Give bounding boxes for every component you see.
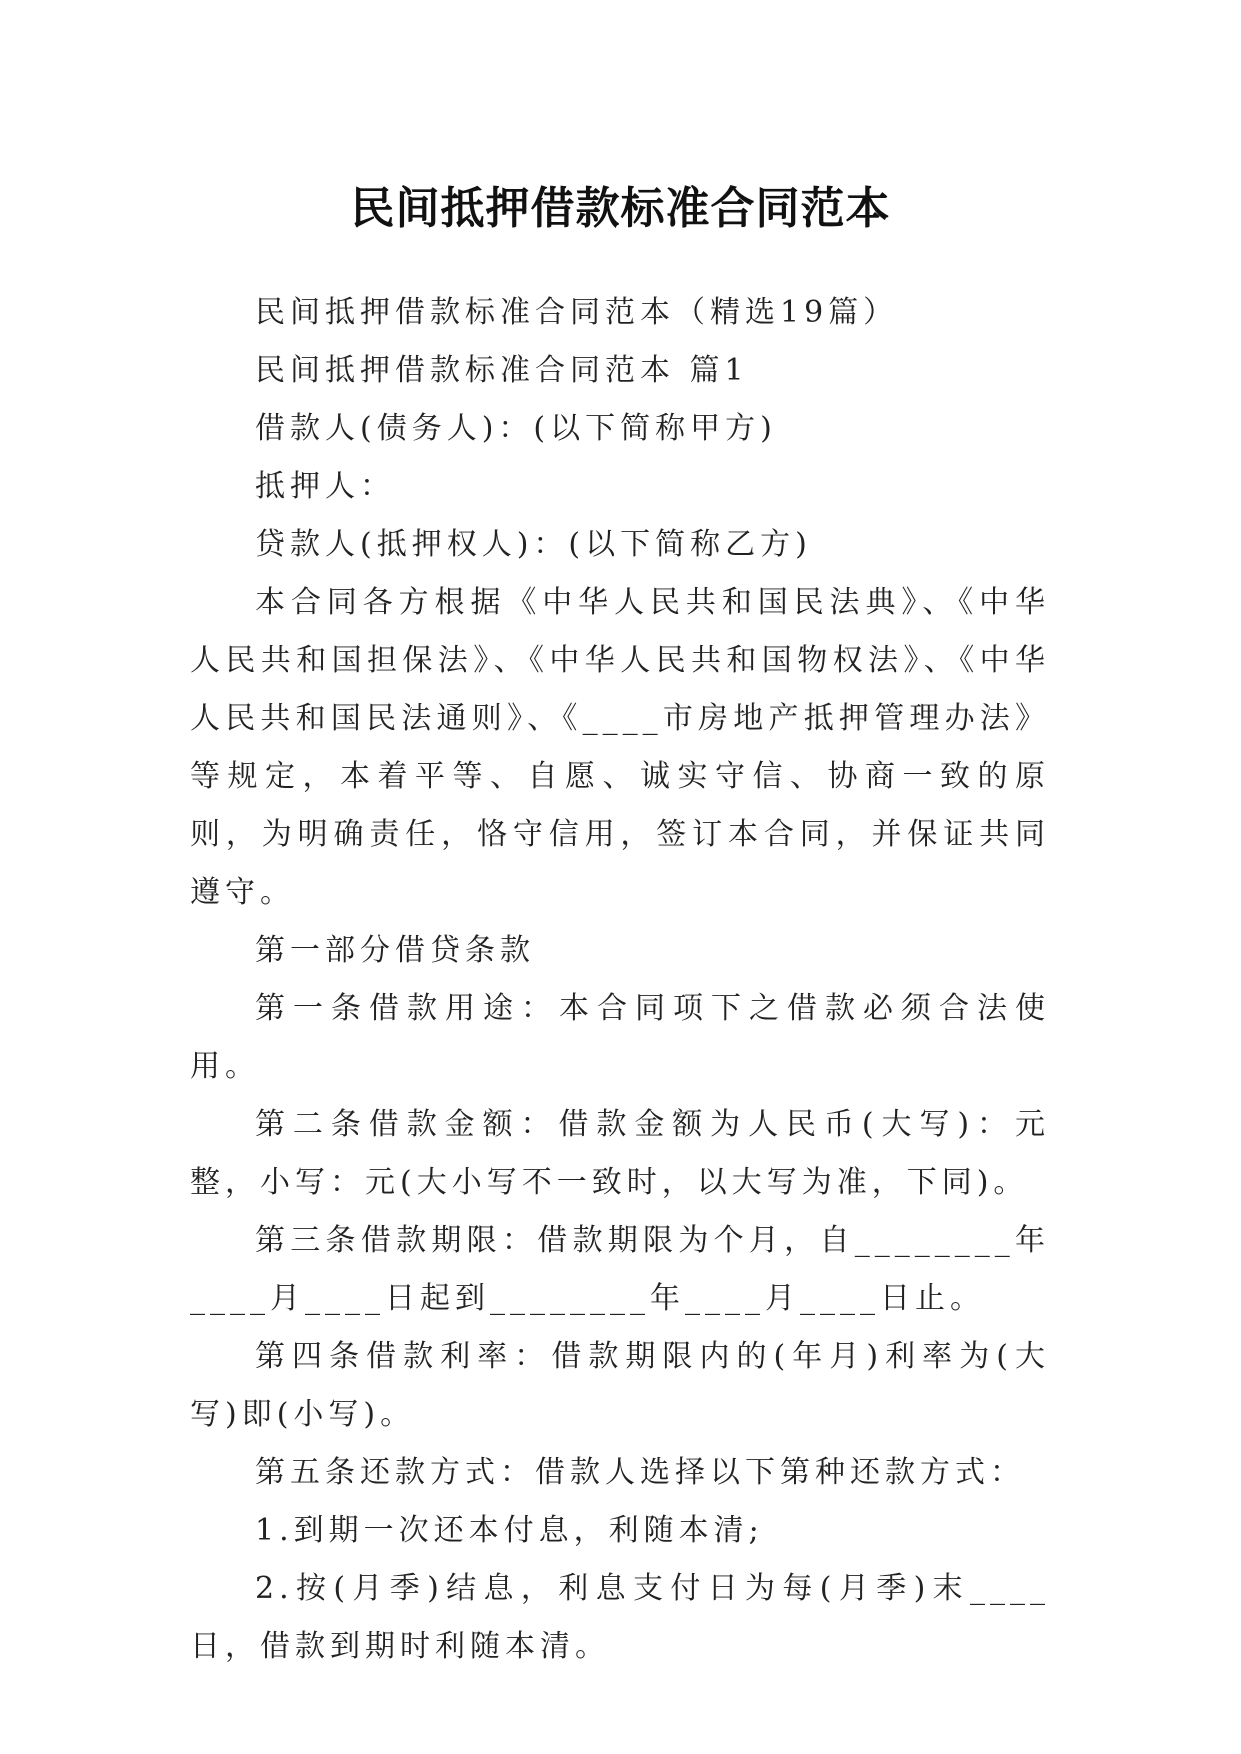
paragraph-preamble: 本合同各方根据《中华人民共和国民法典》、《中华人民共和国担保法》、《中华人民共和国物权法》、《中华人民共和国民法通则》、《____市房地产抵押管理办法》等规定，本着平等、自愿、诚实守信、协商一致的原则，为明确责任，恪守信用，签订本合同，并保证共同遵守。: [190, 585, 1050, 910]
paragraph-article-2: 第二条借款金额：借款金额为人民币(大写)：元整，小写：元(大小写不一致时，以大写为准，下同)。: [190, 1107, 1050, 1200]
paragraph-mortgagor: 抵押人：: [255, 469, 395, 504]
paragraph-article-3: 第三条借款期限：借款期限为个月，自________年____月____日起到________年____月____日止。: [190, 1223, 1050, 1316]
paragraph-lender: 贷款人(抵押权人)：(以下简称乙方): [255, 527, 812, 562]
paragraph-borrower: 借款人(债务人)：(以下简称甲方): [255, 411, 777, 446]
paragraph-part-one: 第一部分借贷条款: [255, 933, 535, 968]
paragraph-subtitle: 民间抵押借款标准合同范本（精选19篇）: [255, 295, 899, 330]
document-body: [190, 284, 1050, 1676]
page-title: 民间抵押借款标准合同范本: [350, 183, 891, 235]
paragraph-option-2: 2.按(月季)结息，利息支付日为每(月季)末____日，借款到期时利随本清。: [190, 1571, 1050, 1664]
paragraph-article-5: 第五条还款方式：借款人选择以下第种还款方式：: [255, 1455, 1025, 1490]
paragraph-section-heading: 民间抵押借款标准合同范本 篇1: [255, 353, 749, 388]
paragraph-article-4: 第四条借款利率：借款期限内的(年月)利率为(大写)即(小写)。: [190, 1339, 1050, 1432]
paragraph-article-1: 第一条借款用途：本合同项下之借款必须合法使用。: [190, 991, 1050, 1084]
paragraph-option-1: 1.到期一次还本付息，利随本清;: [255, 1513, 764, 1548]
